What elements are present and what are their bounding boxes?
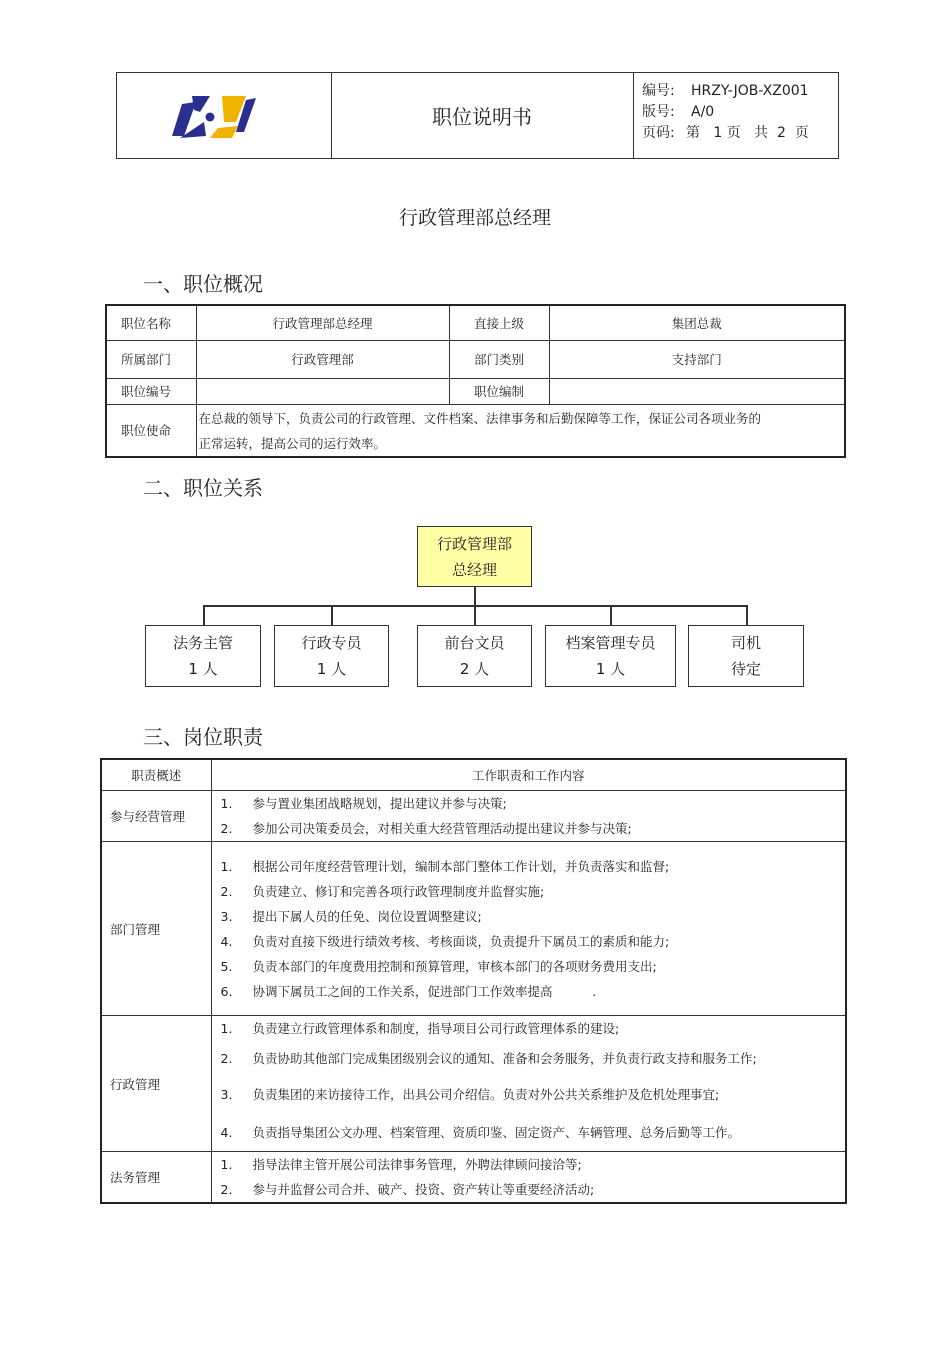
item-number: 2. [220, 1182, 233, 1197]
duty-group-row [101, 842, 846, 1016]
field-label: 职位编制 [449, 378, 549, 404]
version-label: 版号: [642, 104, 675, 120]
page-row [642, 123, 838, 144]
duty-item [212, 1120, 846, 1150]
org-root-line: 行政管理部 [436, 534, 512, 553]
duty-item [212, 979, 846, 1004]
duty-group-row [101, 791, 846, 842]
org-child-box [145, 625, 261, 687]
version-value: A/0 [691, 104, 715, 120]
page-number-text: 第 1 页 共 2 页 [686, 125, 809, 141]
item-text: 负责协助其他部门完成集团级别会议的通知、准备和会务服务，并负责行政支持和服务工作; [252, 1051, 757, 1066]
company-logo [170, 92, 258, 142]
field-value: 支持部门 [549, 340, 845, 378]
item-number: 2. [220, 884, 233, 899]
item-text: 负责对直接下级进行绩效考核、考核面谈，负责提升下属员工的素质和能力; [252, 934, 670, 949]
item-number: 4. [220, 1125, 233, 1140]
mission-line: 正常运转，提高公司的运行效率。 [198, 435, 387, 451]
org-connector [474, 605, 476, 625]
duty-item [212, 1177, 846, 1202]
overview-row [106, 340, 845, 378]
section-heading-duties: 三、岗位职责 [143, 725, 263, 749]
org-child-title: 司机 [730, 634, 761, 652]
code-label: 编号: [642, 83, 675, 99]
page-label: 页码: [642, 125, 675, 141]
item-number: 1. [220, 796, 233, 811]
item-text: 负责建立、修订和完善各项行政管理制度并监督实施; [252, 884, 545, 899]
item-number: 1. [220, 859, 233, 874]
item-number: 2. [220, 1051, 233, 1066]
org-child-box [688, 625, 804, 687]
overview-row [106, 305, 845, 340]
item-number: 1. [220, 1021, 233, 1036]
org-child-count: 1 人 [316, 660, 347, 678]
org-child-box [417, 625, 532, 687]
org-child-count: 1 人 [595, 660, 626, 678]
duties-table [100, 758, 847, 1204]
duty-item [212, 879, 846, 904]
item-text: 参与并监督公司合并、破产、投资、资产转让等重要经济活动; [252, 1182, 595, 1197]
field-label: 直接上级 [449, 305, 549, 340]
duty-group-row [101, 1152, 846, 1204]
field-label: 职位名称 [106, 305, 196, 340]
org-child-title: 档案管理专员 [565, 634, 656, 652]
overview-row [106, 378, 845, 404]
item-text: 负责本部门的年度费用控制和预算管理，审核本部门的各项财务费用支出; [252, 959, 657, 974]
field-value: 行政管理部总经理 [196, 305, 449, 340]
duty-item [212, 816, 846, 841]
item-number: 3. [220, 909, 233, 924]
column-header: 工作职责和工作内容 [211, 759, 846, 791]
field-value: 行政管理部 [196, 340, 449, 378]
item-text: 参与置业集团战略规划，提出建议并参与决策; [252, 796, 507, 811]
mission-text [196, 404, 845, 457]
org-connector [331, 605, 333, 625]
duty-category: 行政管理 [101, 1016, 211, 1152]
duty-item [212, 954, 846, 979]
document-meta [633, 73, 838, 166]
item-text: 提出下属人员的任免、岗位设置调整建议; [252, 909, 482, 924]
org-child-title: 前台文员 [444, 634, 505, 652]
duty-category: 部门管理 [101, 842, 211, 1016]
item-text: 协调下属员工之间的工作关系，促进部门工作效率提高 . [252, 984, 597, 999]
org-root-line: 总经理 [451, 560, 497, 579]
org-child-title: 行政专员 [301, 634, 362, 652]
column-header: 职责概述 [101, 759, 211, 791]
field-label: 部门类别 [449, 340, 549, 378]
field-value [549, 378, 845, 404]
duties-header-row [101, 759, 846, 791]
section-heading-relations: 二、职位关系 [143, 476, 263, 500]
duty-group-row [101, 1016, 846, 1152]
code-value: HRZY-JOB-XZ001 [691, 83, 809, 99]
field-label: 职位使命 [106, 404, 196, 457]
duty-item [212, 1152, 846, 1177]
org-child-count: 1 人 [188, 660, 218, 678]
duty-item [212, 1082, 846, 1120]
duty-item [212, 1046, 846, 1082]
duty-items [211, 842, 846, 1016]
code-row [642, 81, 838, 102]
duty-item [212, 904, 846, 929]
item-text: 负责建立行政管理体系和制度，指导项目公司行政管理体系的建设; [252, 1021, 620, 1036]
org-child-box [274, 625, 389, 687]
org-child-count: 2 人 [459, 660, 490, 678]
overview-table [105, 304, 846, 458]
org-connector [746, 605, 748, 625]
org-connector [474, 587, 476, 605]
duty-item [212, 929, 846, 954]
org-child-count: 待定 [730, 660, 761, 678]
duty-items [211, 791, 846, 842]
item-number: 6. [220, 984, 233, 999]
org-connector [610, 605, 612, 625]
field-label: 职位编号 [106, 378, 196, 404]
duty-items [211, 1016, 846, 1152]
duty-item [212, 791, 846, 816]
document-type: 职位说明书 [331, 73, 634, 158]
item-number: 3. [220, 1087, 233, 1102]
duty-item [212, 854, 846, 879]
duty-category: 参与经营管理 [101, 791, 211, 842]
item-number: 4. [220, 934, 233, 949]
overview-row [106, 404, 845, 457]
item-text: 负责集团的来访接待工作，出具公司介绍信。负责对外公共关系维护及危机处理事宜; [252, 1087, 720, 1102]
item-text: 负责指导集团公文办理、档案管理、资质印鉴、固定资产、车辆管理、总务后勤等工作。 [252, 1125, 741, 1140]
item-text: 参加公司决策委员会，对相关重大经营管理活动提出建议并参与决策; [252, 821, 632, 836]
version-row [642, 102, 838, 123]
duty-items [211, 1152, 846, 1204]
org-child-box [545, 625, 676, 687]
duty-item [212, 1016, 846, 1046]
org-root-box [417, 526, 532, 587]
org-connector [203, 605, 205, 625]
field-value [196, 378, 449, 404]
section-heading-overview: 一、职位概况 [143, 272, 263, 296]
duty-category: 法务管理 [101, 1152, 211, 1204]
mission-line: 在总裁的领导下，负责公司的行政管理、文件档案、法律事务和后勤保障等工作，保证公司各项业务的 [198, 410, 762, 426]
org-child-title: 法务主管 [172, 634, 233, 652]
item-number: 2. [220, 821, 233, 836]
item-text: 指导法律主管开展公司法律事务管理，外聘法律顾问接洽等; [252, 1157, 582, 1172]
item-number: 5. [220, 959, 233, 974]
field-label: 所属部门 [106, 340, 196, 378]
item-number: 1. [220, 1157, 233, 1172]
item-text: 根据公司年度经营管理计划，编制本部门整体工作计划，并负责落实和监督; [252, 859, 670, 874]
field-value: 集团总裁 [549, 305, 845, 340]
position-title: 行政管理部总经理 [398, 207, 551, 229]
